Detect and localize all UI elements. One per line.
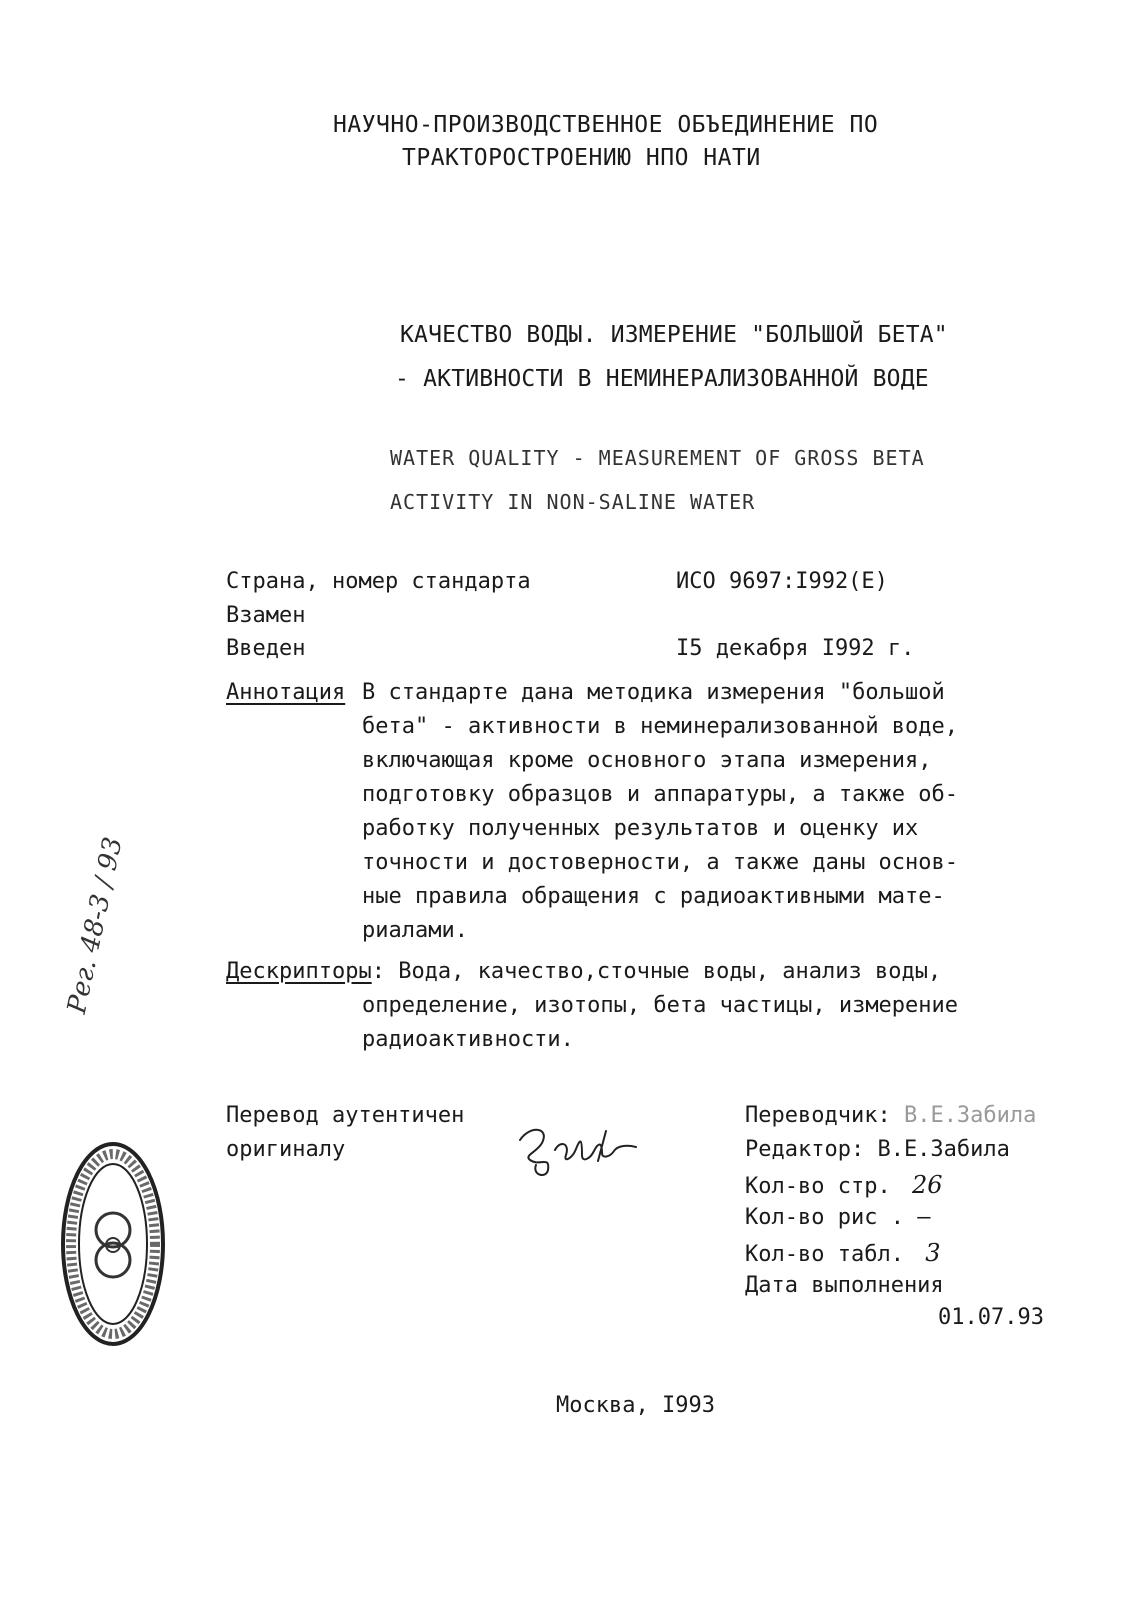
pages-value: 26: [911, 1171, 943, 1199]
figures-value: –: [917, 1205, 931, 1230]
introduced-label: Введен: [226, 636, 306, 661]
descriptors-line: : Вода, качество,сточные воды, анализ воды,: [371, 959, 942, 984]
descriptors-line: определение, изотопы, бета частицы, измерение: [362, 993, 959, 1018]
figures-label: Кол-во рис .: [745, 1205, 904, 1230]
tables-value: 3: [925, 1239, 941, 1267]
introduced-date: I5 декабря I992 г.: [676, 636, 915, 661]
descriptors-label: Дескрипторы: [226, 959, 372, 984]
annotation-line: работку полученных результатов и оценку их: [362, 816, 919, 841]
pages-label: Кол-во стр.: [745, 1174, 891, 1199]
city-year: Москва, I993: [556, 1393, 715, 1418]
figures-row: [745, 1205, 930, 1230]
annotation-line: подготовку образцов и аппаратуры, а также об-: [362, 782, 959, 807]
translator-label: Переводчик:: [745, 1103, 891, 1128]
title-en-line1: WATER QUALITY - MEASUREMENT OF GROSS BETA: [390, 446, 925, 470]
margin-registration-note: Рег. 48-3 / 93: [62, 834, 129, 1017]
standard-number: ИСО 9697:I992(E): [676, 569, 888, 594]
translator-value: В.Е.Забила: [903, 1103, 1037, 1128]
org-name-line2: ТРАКТОРОСТРОЕНИЮ НПО НАТИ: [402, 145, 761, 171]
org-name-line1: НАУЧНО-ПРОИЗВОДСТВЕННОЕ ОБЪЕДИНЕНИЕ ПО: [333, 112, 879, 138]
annotation-line: В стандарте дана методика измерения "большой: [362, 680, 945, 705]
editor-line: Редактор: В.Е.Забила: [745, 1137, 1010, 1162]
annotation-line: риалами.: [362, 918, 468, 943]
title-en-line2: ACTIVITY IN NON-SALINE WATER: [390, 490, 756, 514]
pages-row: [745, 1171, 943, 1199]
replaces-label: Взамен: [226, 603, 306, 628]
date-value: 01.07.93: [938, 1305, 1044, 1330]
tables-label: Кол-во табл.: [745, 1242, 904, 1267]
descriptors-first-row: [226, 959, 941, 984]
authentic-line2: оригиналу: [226, 1137, 346, 1162]
title-ru-line1: КАЧЕСТВО ВОДЫ. ИЗМЕРЕНИЕ "БОЛЬШОЙ БЕТА": [400, 322, 948, 348]
tables-row: [745, 1239, 940, 1267]
title-ru-line2: - АКТИВНОСТИ В НЕМИНЕРАЛИЗОВАННОЙ ВОДЕ: [395, 366, 929, 392]
seal-stamp-icon: [58, 1138, 168, 1350]
country-label: Страна, номер стандарта: [226, 569, 531, 594]
descriptors-line: радиоактивности.: [362, 1027, 574, 1052]
date-label: Дата выполнения: [745, 1273, 944, 1298]
annotation-line: включающая кроме основного этапа измерения,: [362, 748, 932, 773]
annotation-label: Аннотация: [226, 680, 346, 705]
annotation-line: точности и достоверности, а также даны основ-: [362, 850, 959, 875]
translator-row: [745, 1103, 1036, 1128]
annotation-line: ные правила обращения с радиоактивными мате-: [362, 884, 945, 909]
signature: [510, 1115, 650, 1185]
annotation-line: бета" - активности в неминерализованной воде,: [362, 714, 959, 739]
authentic-line1: Перевод аутентичен: [226, 1103, 465, 1128]
